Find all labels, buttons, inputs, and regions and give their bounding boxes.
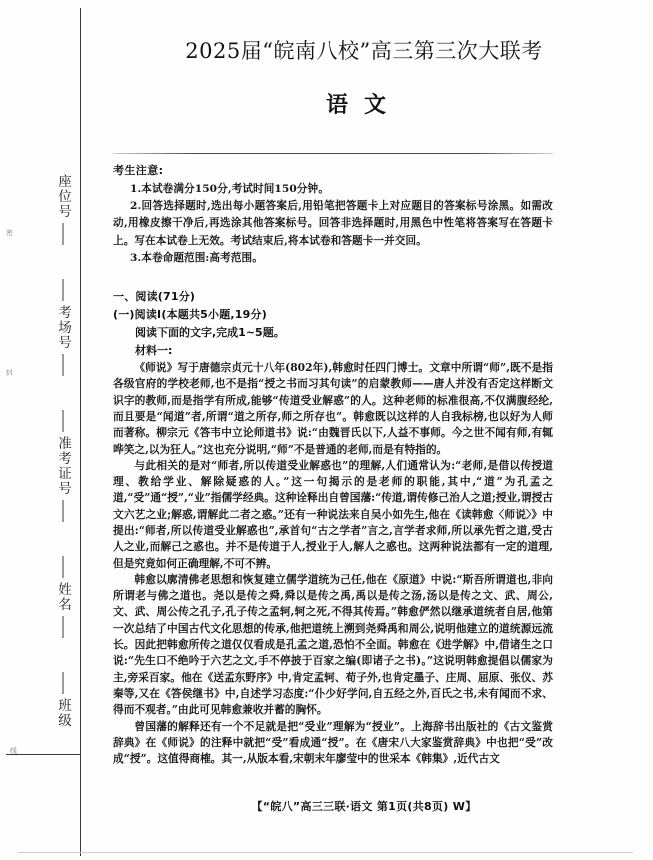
page-bottom-rule (18, 852, 633, 853)
seal-mark-1: 密 (6, 229, 13, 237)
sidebar-field-seat-number[interactable]: 座位号 (53, 148, 73, 245)
student-info-sidebar (0, 0, 104, 860)
sub-heading-reading-one: (一)阅读Ⅰ(本题共5小题,19分) (113, 308, 267, 322)
passage-paragraph-3: 韩愈以廓清佛老思想和恢复建立儒学道统为己任,他在《原道》中说:“斯吾所谓道也,非向所谓老与佛之道也。尧以是传之舜,舜以是传之禹,禹以是传之汤,汤以是传之文、武、周公,文、武、周公传之孔子,孔子传之孟轲,轲之死,不得其传焉。”韩愈俨然以继承道统者自居,他第一次总结了中国古代文化思想的传承,他把道统上溯到尧舜禹和周公,说明他建立的道统源远流长。因此把韩愈所传之道仅仅看成是孔孟之道,恐怕不全面。韩愈在《进学解》中,借诸生之口说:“先生口不绝吟于六艺之文,手不停披于百家之编(即诸子之书)。”这说明韩愈提倡以儒家为主,旁采百家。他在《送孟东野序》中,肯定孟轲、荀子外,也肯定墨子、庄周、屈原、张仪、苏秦等,又在《答侯继书》中,自述学习态度:“仆少好学问,自五经之外,百氏之书,未有闻而不求、得而不观者。”由此可见韩愈兼收并蓄的胸怀。 (113, 572, 553, 717)
seal-mark-2: 封 (5, 368, 14, 378)
sidebar-field-name[interactable]: 姓名 (53, 556, 73, 638)
sidebar-field-class[interactable]: 班级 (53, 672, 73, 754)
sidebar-field-admission-ticket[interactable]: 准考证号 (53, 410, 73, 522)
passage-paragraph-2: 与此相关的是对“师者,所以传道受业解惑也”的理解,人们通常认为:“老师,是借以传授道理、教给学业、解除疑惑的人。”这一句揭示的是老师的职能,其中,“道”为孔孟之道,“受”通“授”,“业”指儒学经典。这种诠释出自曾国藩:“传道,谓传修己治人之道;授业,谓授古文六艺之业;解惑,谓解此二者之惑。”还有一种说法来自吴小如先生,他在《读韩愈〈师说〉》中提出:“师者,所以传道受业解惑也”,承首句“古之学者”言之,言学者求师,所以承先哲之道,受古人之业,而解己之惑也。并不是传道于人,授业于人,解人之惑也。这两种说法都有一定的道理,但是究竟如何正确理解,不可不辨。 (113, 458, 553, 570)
passage-paragraph-4: 曾国藩的解释还有一个不足就是把“受业”理解为“授业”。上海辞书出版社的《古文鉴赏辞典》在《师说》的注释中就把“受”看成通“授”。在《唐宋八大家鉴赏辞典》中也把“受”改成“授”。这值得商榷。其一,从版本看,宋朝末年廖莹中的世采本《韩集》,近代古文 (113, 719, 553, 766)
page-header (104, 36, 624, 119)
passage-paragraph-1: 《师说》写于唐德宗贞元十八年(802年),韩愈时任四门博士。文章中所谓“师”,既不是指各级官府的学校老师,也不是指“授之书而习其句读”的启蒙教师——唐人并没有否定这样断文识字的教师,而是指学有所成,能够“传道受业解惑”的人。这种老师的标准很高,不仅满腹经纶,而且要是“闻道”者,所谓“道之所存,师之所存也”。韩愈既以这样的人自我标榜,也以好为人师而著称。柳宗元《答韦中立论师道书》说:“由魏晋氏以下,人益不事师。今之世不闻有师,有辄哗笑之,以为狂人。”这也充分说明,“师”不是普通的老师,而是有特指的。 (113, 361, 553, 456)
notice-item-1: 1.本试卷满分150分,考试时间150分钟。 (130, 183, 329, 195)
seal-mark-3: 线 (10, 747, 19, 755)
material-label: 材料一: (135, 344, 173, 358)
notice-list (113, 181, 553, 267)
notice-heading: 考生注意: (113, 164, 164, 177)
reading-instruction: 阅读下面的文字,完成1~5题。 (135, 326, 285, 340)
section-spacer (113, 267, 553, 288)
sidebar-vertical-rule (80, 8, 81, 856)
sidebar-field-list (46, 148, 80, 754)
subject-title: 语文 (325, 93, 402, 118)
header-divider-rule (113, 153, 553, 154)
section-heading-part-one: 一、阅读(71分) (113, 290, 196, 304)
sidebar-field-room-number[interactable]: 考场号 (53, 279, 73, 376)
exam-content (113, 162, 553, 767)
page-footer: 【“皖八”高三三联·语文 第1页(共8页) W】 (251, 800, 477, 813)
exam-title: 2025届“皖南八校”高三第三次大联考 (185, 39, 543, 63)
notice-item-3: 3.本卷命题范围:高考范围。 (130, 251, 263, 264)
notice-item-2: 2.回答选择题时,选出每小题答案后,用铅笔把答题卡上对应题目的答案标号涂黑。如需改动,用橡皮擦干净后,再选涂其他答案标号。回答非选择题时,用黑色中性笔将答案写在答题卡上。写在本试卷上无效。考试结束后,将本试卷和答题卡一并交回。 (113, 200, 553, 247)
